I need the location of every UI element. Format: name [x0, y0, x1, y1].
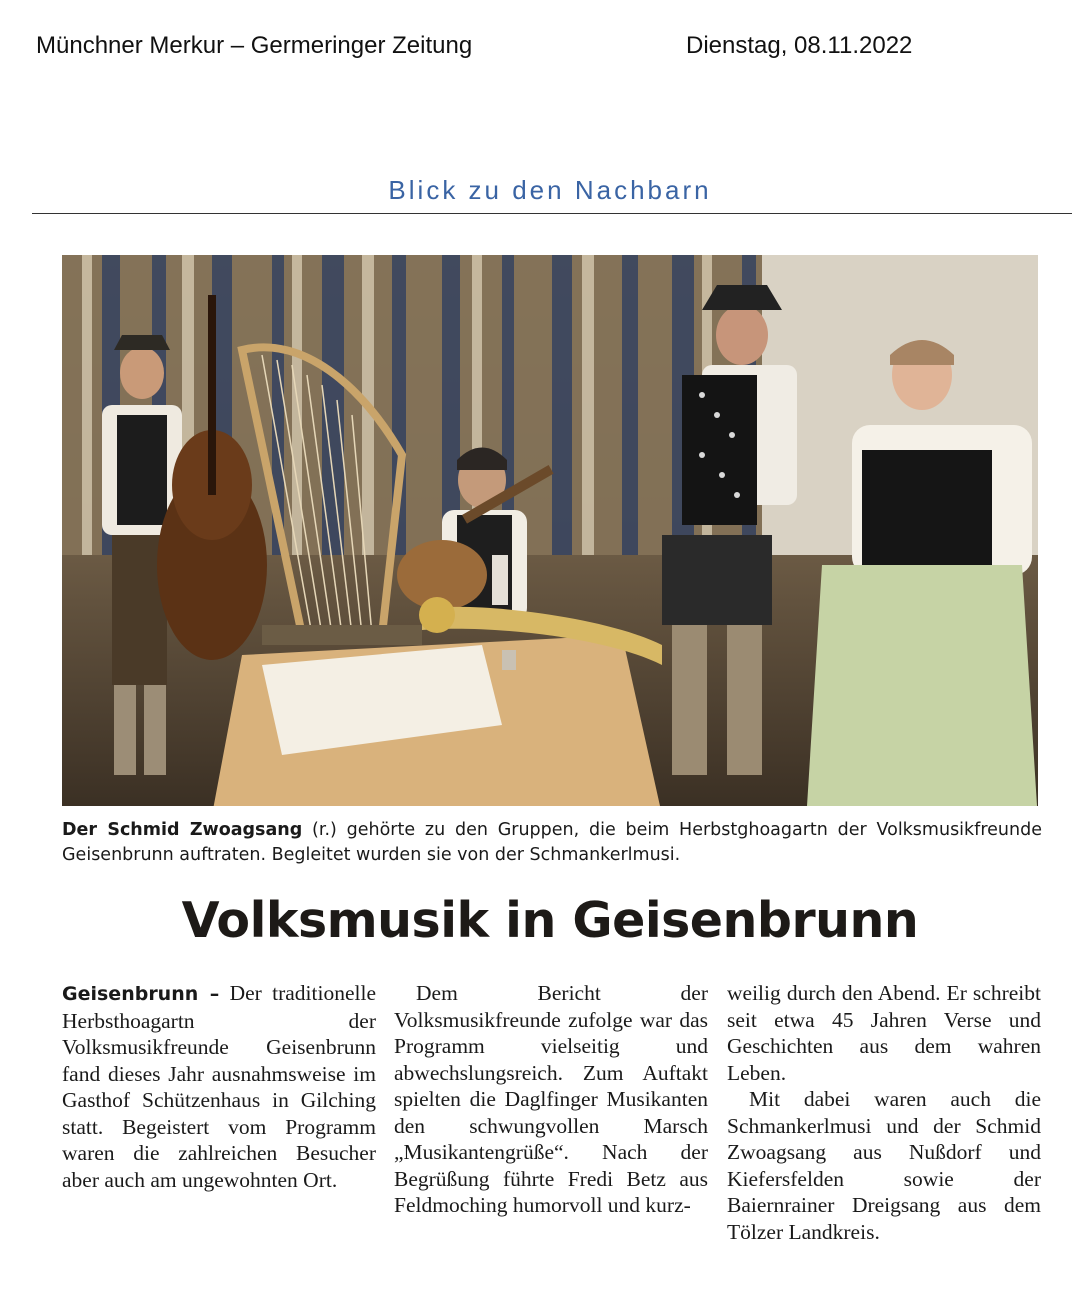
article-dateline: Geisenbrunn –: [62, 983, 220, 1005]
article-column-1: [62, 980, 376, 1193]
photo-musicians-illustration: [62, 255, 1038, 806]
column-1-text: Der traditionelle Herbsthoagartn der Volksmusikfreunde Geisenbrunn fand dieses Jahr ausnahmsweise im Gasthof Schützenhaus in Gilching statt. Begeistert vom Programm waren die zahlreichen Besucher aber auch am ungewohnten Ort.: [62, 981, 377, 1192]
article-column-2: [394, 980, 708, 1219]
masthead: [36, 32, 1036, 66]
column-3-text-a: weilig durch den Abend. Er schreibt seit etwa 45 Jahren Verse und Geschichten aus dem wahren Leben.: [727, 981, 1041, 1085]
issue-date: Dienstag, 08.11.2022: [686, 32, 913, 59]
section-divider: [32, 213, 1072, 214]
section-title: Blick zu den Nachbarn: [388, 175, 712, 205]
article-column-3: [727, 980, 1041, 1245]
caption-text: (r.) gehörte zu den Gruppen, die beim Herbstghoagartn der Volksmusikfreunde Geisenbrunn auftraten. Begleitet wurden sie von der Schmankerlmusi.: [62, 820, 1042, 865]
caption-lead: Der Schmid Zwoagsang: [62, 820, 303, 840]
newspaper-name: Münchner Merkur – Germeringer Zeitung: [36, 32, 473, 59]
photo-caption: [62, 818, 1042, 868]
article-photo: [62, 255, 1038, 806]
column-3-text-b: Mit dabei waren auch die Schmankerlmusi und der Schmid Zwoagsang aus Nußdorf und Kiefersfelden sowie der Baiernrainer Dreigsang aus dem Tölzer Landkreis.: [727, 1087, 1041, 1244]
article-headline: Volksmusik in Geisenbrunn: [181, 892, 919, 949]
column-2-text: Dem Bericht der Volksmusikfreunde zufolge war das Programm vielseitig und abwechslungsreich. Zum Auftakt spielten die Daglfinger Musikanten den schwungvollen Marsch „Musikantengrüße“. Nach der Begrüßung führte Fredi Betz aus Feldmoching humorvoll und kurz-: [394, 981, 708, 1217]
